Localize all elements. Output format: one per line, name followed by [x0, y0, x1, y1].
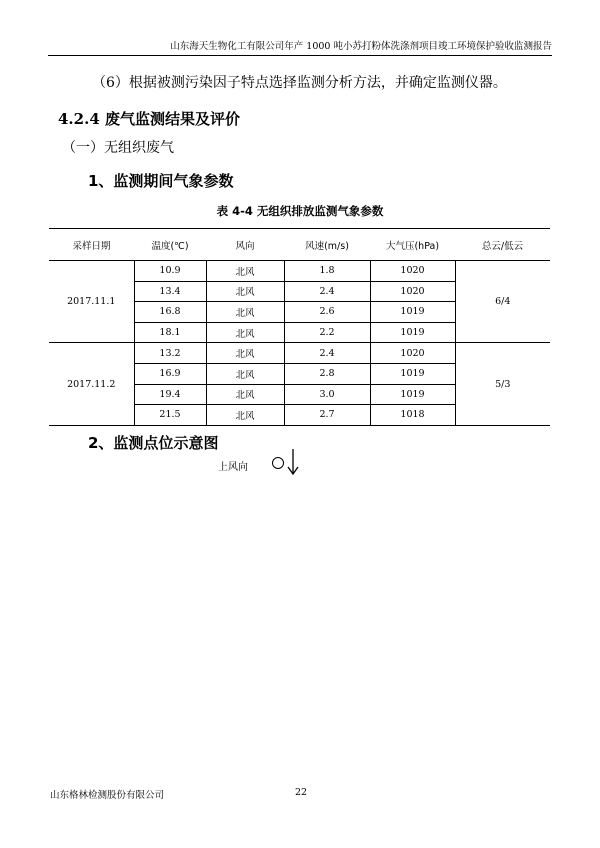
col-header-temp: 温度(℃): [134, 229, 206, 261]
pressure-cell: 1019: [370, 384, 455, 405]
footer-company: 山东格林检测股份有限公司: [50, 790, 165, 801]
item-heading-1: 1、监测期间气象参数: [88, 172, 234, 190]
wind-dir-cell: 北风: [206, 302, 284, 323]
temp-cell: 18.1: [134, 322, 206, 343]
subsection-heading: （一）无组织废气: [62, 140, 174, 156]
wind-speed-cell: 2.8: [284, 363, 370, 384]
date-cell: 2017.11.1: [49, 261, 134, 343]
upwind-label: 上风向: [218, 462, 248, 473]
wind-speed-cell: 2.2: [284, 322, 370, 343]
section-heading: 4.2.4 废气监测结果及评价: [58, 110, 240, 128]
wind-dir-cell: 北风: [206, 343, 284, 364]
col-header-pressure: 大气压(hPa): [370, 229, 455, 261]
table-row: [49, 343, 550, 364]
temp-cell: 21.5: [134, 405, 206, 426]
wind-speed-cell: 1.8: [284, 261, 370, 282]
wind-speed-cell: 2.7: [284, 405, 370, 426]
temp-cell: 13.4: [134, 281, 206, 302]
wind-dir-cell: 北风: [206, 322, 284, 343]
pressure-cell: 1020: [370, 343, 455, 364]
paragraph-item-6: （6）根据被测污染因子特点选择监测分析方法，并确定监测仪器。: [92, 75, 507, 91]
pressure-cell: 1019: [370, 302, 455, 323]
wind-dir-cell: 北风: [206, 261, 284, 282]
cloud-cell: 5/3: [455, 343, 550, 425]
temp-cell: 19.4: [134, 384, 206, 405]
pressure-cell: 1019: [370, 363, 455, 384]
col-header-cloud: 总云/低云: [455, 229, 550, 261]
weather-table: [49, 228, 550, 426]
col-header-date: 采样日期: [49, 229, 134, 261]
col-header-wind-dir: 风向: [206, 229, 284, 261]
upwind-point-circle-icon: [272, 457, 284, 469]
temp-cell: 16.9: [134, 363, 206, 384]
wind-dir-cell: 北风: [206, 384, 284, 405]
wind-speed-cell: 3.0: [284, 384, 370, 405]
page-number: 22: [295, 787, 308, 798]
header-rule: [48, 55, 552, 56]
cloud-cell: 6/4: [455, 261, 550, 343]
item-heading-2: 2、监测点位示意图: [88, 434, 219, 452]
temp-cell: 10.9: [134, 261, 206, 282]
col-header-wind-speed: 风速(m/s): [284, 229, 370, 261]
pressure-cell: 1019: [370, 322, 455, 343]
pressure-cell: 1020: [370, 281, 455, 302]
wind-dir-cell: 北风: [206, 405, 284, 426]
wind-speed-cell: 2.4: [284, 343, 370, 364]
wind-dir-cell: 北风: [206, 281, 284, 302]
table-row: [49, 261, 550, 282]
temp-cell: 16.8: [134, 302, 206, 323]
pressure-cell: 1018: [370, 405, 455, 426]
header-title: 山东海天生物化工有限公司年产 1000 吨小苏打粉体洗涤剂项目竣工环境保护验收监测报告: [170, 41, 552, 52]
wind-speed-cell: 2.6: [284, 302, 370, 323]
date-cell: 2017.11.2: [49, 343, 134, 425]
table-header-row: [49, 229, 550, 261]
temp-cell: 13.2: [134, 343, 206, 364]
wind-speed-cell: 2.4: [284, 281, 370, 302]
wind-dir-cell: 北风: [206, 363, 284, 384]
wind-arrow-down-icon: [286, 448, 300, 476]
pressure-cell: 1020: [370, 261, 455, 282]
table-caption: 表 4-4 无组织排放监测气象参数: [216, 204, 384, 218]
